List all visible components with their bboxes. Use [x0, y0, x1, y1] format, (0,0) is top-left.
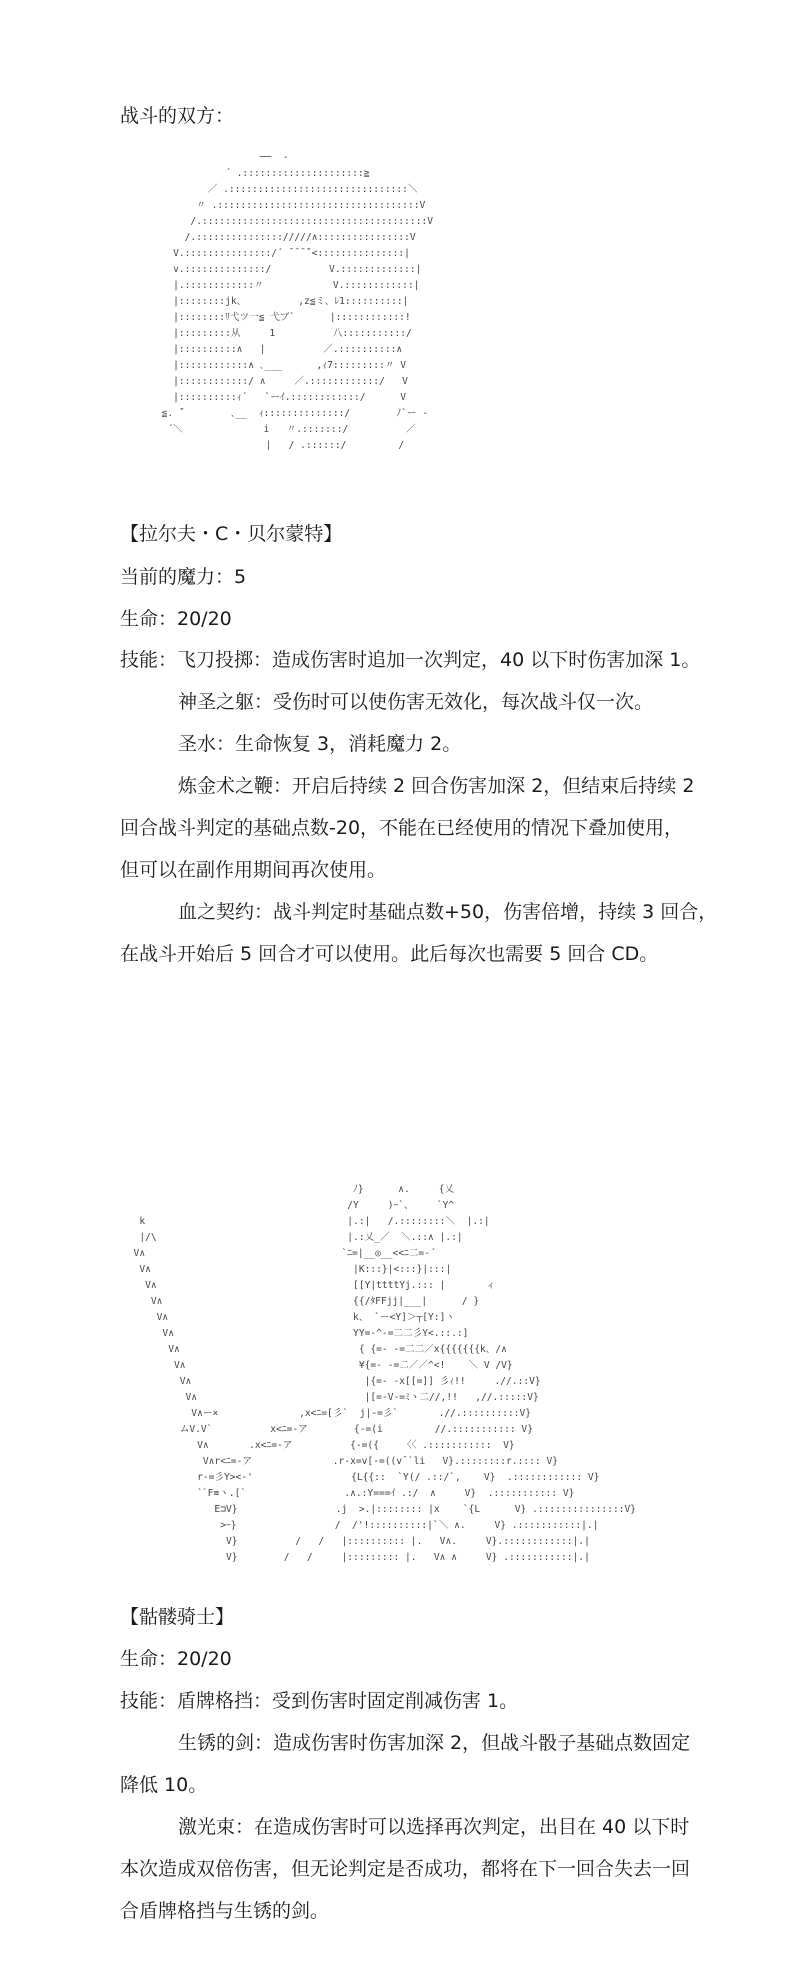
character1-skill-throwing-knife: 技能：飞刀投掷：造成伤害时追加一次判定，40 以下时伤害加深 1。 [120, 649, 701, 671]
character2-skill-rusty-sword-line2: 降低 10。 [120, 1774, 208, 1796]
character2-skill-shield-block: 技能：盾牌格挡：受到伤害时固定削减伤害 1。 [120, 1690, 519, 1712]
character1-skill-holy-body: 神圣之躯：受伤时可以使伤害无效化，每次战斗仅一次。 [178, 691, 654, 713]
character1-skill-alchemy-whip-line2: 回合战斗判定的基础点数-20，不能在已经使用的情况下叠加使用， [120, 817, 684, 839]
character1-mana: 当前的魔力：5 [120, 566, 247, 588]
character2-skill-laser-beam-line1: 激光束：在造成伤害时可以选择再次判定，出目在 40 以下时 [178, 1816, 690, 1838]
intro-text: 战斗的双方： [120, 105, 235, 127]
skeleton-knight-ascii-portrait: ﾉ} ∧. {乂 /Y )ｰ`、 `Y^ k |.:| /.::::::::＼ |.:| |/\ |.:乂_／ ＼.::∧ |.:| V∧ `ﾆ=|__◎__<<ﾆ二=-´ V∧ |K:::}|<:::}|:::| V∧ [[Y|ttttYj.::: | ィ V∧ {{/ﾀFFjj|___| / } V∧ k、 `ー<Y]＞┬[Y:]ヽ V∧ YY=-^-=二二彡Y<.::.:] V∧ { {=- -=二二／x{{{{{{{k、/∧ V∧ ¥{=- -=二／／^<! ＼ V /V} V∧ |{=- -x[[=]] 彡ｨ!! .//.::V} V∧ |[=-V-=ﾐヽ二//,!! ,//.:::::V} V∧ー× ,x<ﾆ=[彡` j|-=彡` .//.::::::::::V} ムV.V` x<ﾆ=-ア {-=(i //.::::::::::: V} V∧ .x<ﾆ=-ア {-=({ 〈〈 .::::::::::: V} V∧r<ﾆ=-ア .r-x=v[-=((v¯`li V}.::::::::r.:::: V} r-=彡Y><-' {L{{:: `Y(/ .::/`, V} .:::::::::::: V} `ﾞF≡ヽ.[` .∧.:Y===ｲ .:/ ∧ V} .::::::::::: V} E⊐V} .j >.|:::::::: |x `{L V} .:::::::::::::::V} >ｰ} / /'!::::::::::|`＼ ∧. V} .:::::::::::|.| V} / / |:::::::::: |. V∧. V}.::::::::::::|.| V} / / |::::::::: |. V∧ ∧ V} .:::::::::::|.| [133, 1184, 637, 1563]
character2-skill-rusty-sword-line1: 生锈的剑：造成伤害时伤害加深 2，但战斗骰子基础点数固定 [178, 1732, 691, 1754]
character2-hp: 生命：20/20 [120, 1648, 232, 1670]
character1-skill-blood-pact-line2: 在战斗开始后 5 回合才可以使用。此后每次也需要 5 回合 CD。 [120, 943, 659, 965]
character2-skill-laser-beam-line2: 本次造成双倍伤害，但无论判定是否成功，都将在下一回合失去一回 [120, 1858, 691, 1880]
character1-name: 【拉尔夫・C・贝尔蒙特】 [120, 523, 343, 545]
character1-skill-holy-water: 圣水：生命恢复 3，消耗魔力 2。 [178, 733, 462, 755]
character1-skill-alchemy-whip-line1: 炼金术之鞭：开启后持续 2 回合伤害加深 2，但结束后持续 2 [178, 775, 695, 797]
character2-name: 【骷髅骑士】 [120, 1606, 235, 1628]
character2-skill-laser-beam-line3: 合盾牌格挡与生锈的剑。 [120, 1900, 330, 1922]
character1-skill-alchemy-whip-line3: 但可以在副作用期间再次使用。 [120, 859, 387, 881]
character1-skill-blood-pact-line1: 血之契约：战斗判定时基础点数+50，伤害倍增，持续 3 回合， [178, 901, 718, 923]
character1-hp: 生命：20/20 [120, 608, 232, 630]
ralph-ascii-portrait: ── - ´ .:::::::::::::::::::::≧ ／ .:::::::::::::::::::::::::::::::＼ 〃 .:::::::::::::::::::::::::::::::::::V /.:::::::::::::::::::::::::::::::::::::::V /.::::::::::::::://///∧::::::::::::::::V V.:::::::::::::::/´ ̄ ̄ ̄ ̄`<:::::::::::::::| v.::::::::::::::/ V.:::::::::::::| |.::::::::::::〃 V.::::::::::::| |::::::::jk、 ,z≦ミ、ﾚ1::::::::::| |::::::::ﾘ弋ツ一≦ 弋ブ` |::::::::::::! |:::::::::从 1 八:::::::::::/ |::::::::::∧ | ／.::::::::::∧ |::::::::::::∧ ､___ ,ｨ7:::::::::〃 V |::::::::::::/ ∧ ／.::::::::::::/ V |::::::::::ｨ´ `ーｲ.::::::::::::/ V ≦. ̄´ ､__ ｨ::::::::::::::/ ﾉ`ー - ´＼ i 〃.:::::::/ ／ | / .::::::/ / [161, 152, 434, 451]
